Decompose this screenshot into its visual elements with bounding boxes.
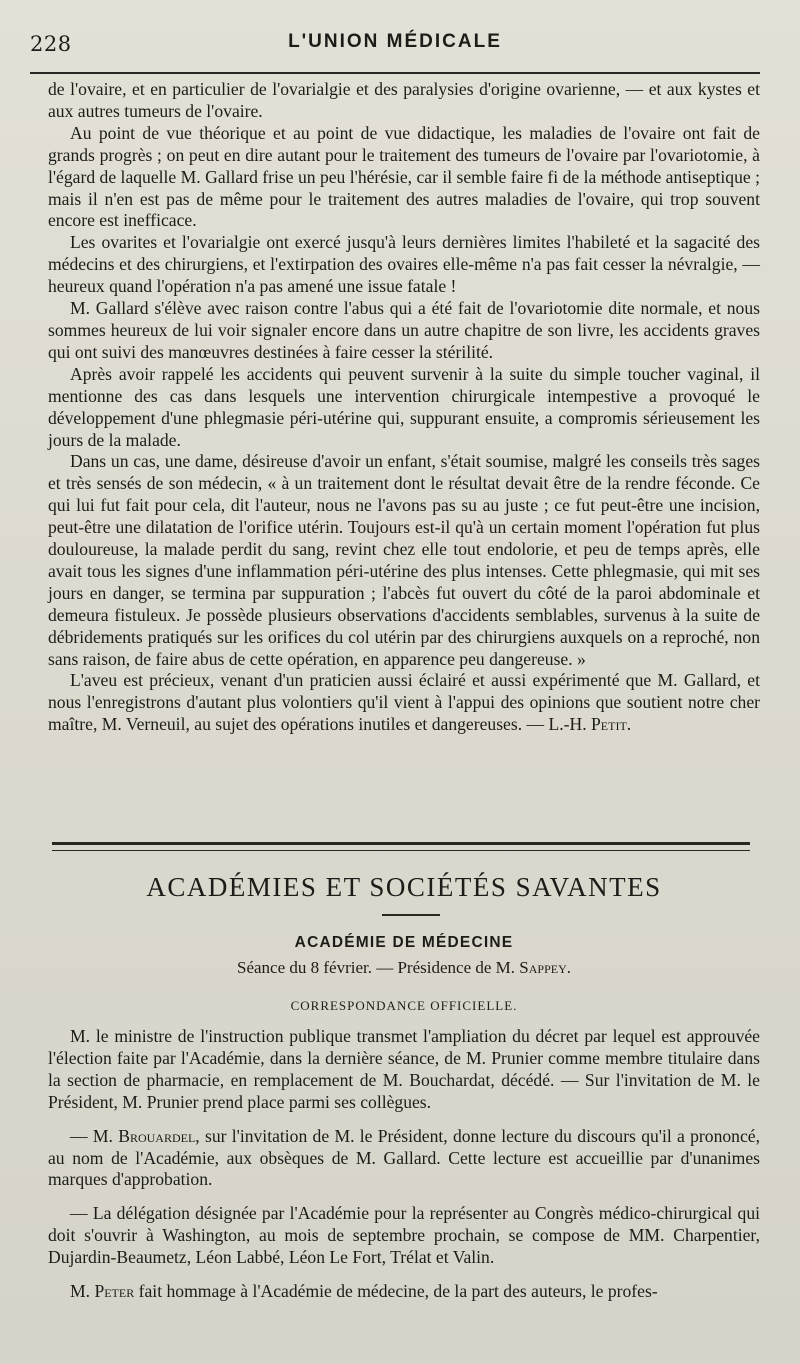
section-divider xyxy=(52,842,750,851)
article-paragraph: Dans un cas, une dame, désireuse d'avoir un enfant, s'était soumise, malgré les conseils très sages et très sensés de son médecin, « à un traitement dont le résultat devait être de la rendre féconde. Ce qui lui fut fait pour cela, dit l'auteur, nous ne l'avons pas su au juste ; ce fut peut-être une incision, peut-être une dilatation de l'orifice utérin. Toujours est-il qu'à un certain moment l'opération fut plus douloureuse, la malade perdit du sang, revint chez elle tout endolorie, et peu de temps après, elle avait tous les signes d'une inflammation péri-utérine des plus intenses. Cette phlegmasie, qui mit ses jours en danger, se termina par suppuration ; l'abcès fut ouvert du côté de la paroi abdominale et demeura fistuleux. Je possède plusieurs observations d'accidents semblables, survenus à la suite de débridements pratiqués sur les orifices du col utérin par des chirurgiens auxquels on a reproché, non sans raison, de faire abus de cette opération, en apparence peu dangereuse. » xyxy=(48,451,760,669)
minutes-text: M. le ministre de l'instruction publique transmet l'ampliation du décret par lequel est approuvée l'élection faite par l'Académie, dans la dernière séance, de M. Prunier comme membre titulaire dans la section de pharmacie, en remplacement de M. Bouchardat, décédé. — Sur l'invitation de M. le Président, M. Prunier prend place parmi ses collègues. xyxy=(48,1026,760,1112)
header-rule xyxy=(30,72,760,74)
section-title: ACADÉMIES ET SOCIÉTÉS SAVANTES xyxy=(146,872,662,902)
session-date: Séance du 8 février. — Présidence de M. xyxy=(236,958,520,977)
article-closing-paragraph xyxy=(48,670,760,736)
article-paragraph: Au point de vue théorique et au point de vue didactique, les maladies de l'ovaire ont fait de grands progrès ; on peut en dire autant pour le traitement des tumeurs de l'ovaire par l'ovariotomie, à l'égard de laquelle M. Gallard frise un peu l'hérésie, car il semble faire fi de la méthode antiseptique ; mais il n'en est pas de même pour le traitement des autres maladies de l'ovaire, qui trop souvent encore est inefficace. xyxy=(48,122,760,231)
minutes-text: fait hommage à l'Académie de médecine, de la part des auteurs, le profes- xyxy=(134,1281,658,1302)
correspondence-heading: CORRESPONDANCE OFFICIELLE. xyxy=(290,998,518,1013)
minutes-lead: M. Peter xyxy=(70,1281,135,1302)
running-head xyxy=(30,28,760,60)
minutes-text: sur l'invitation de M. le Président, donne lecture du discours qu'il a prononcé, au nom de l'Académie, aux obsèques de M. Gallard. Cette lecture est accueillie par d'unanimes marques d'approbation. xyxy=(48,1125,760,1190)
session-minutes xyxy=(48,1026,760,1315)
author-signature: Petit. xyxy=(591,714,632,735)
article-paragraph: de l'ovaire, et en particulier de l'ovarialgie et des paralysies d'origine ovarienne, — et aux kystes et aux autres tumeurs de l'ovaire. xyxy=(48,79,760,121)
journal-title: L'UNION MÉDICALE xyxy=(288,31,502,52)
article-paragraph: Après avoir rappelé les accidents qui peuvent survenir à la suite du simple toucher vaginal, il mentionne des cas dans lesquels une intervention chirurgicale intempestive a provoqué le développement d'une phlegmasie péri-utérine qui, suppurant ensuite, a compromis sérieusement les jours de la malade. xyxy=(48,363,760,450)
article-paragraph: M. Gallard s'élève avec raison contre l'abus qui a été fait de l'ovariotomie dite normale, et nous sommes heureux de lui voir signaler encore dans un autre chapitre de son livre, les accidents graves qui ont suivi des manœuvres destinées à faire cesser la stérilité. xyxy=(48,298,760,362)
minutes-paragraph xyxy=(48,1281,760,1303)
minutes-paragraph xyxy=(48,1026,760,1114)
minutes-lead: — M. Brouardel, xyxy=(70,1125,200,1146)
minutes-paragraph xyxy=(48,1126,760,1192)
session-president: Sappey. xyxy=(519,958,571,977)
article-paragraph: Les ovarites et l'ovarialgie ont exercé jusqu'à leurs dernières limites l'habileté et la sagacité des médecins et des chirurgiens, et l'extirpation des ovaires elle-même n'a pas fait cesser la névralgie, — heureux quand l'opération n'a pas amené une issue fatale ! xyxy=(48,232,760,297)
title-underline xyxy=(382,914,440,916)
session-line xyxy=(48,958,760,978)
review-article xyxy=(48,79,760,736)
academy-heading: ACADÉMIE DE MÉDECINE xyxy=(294,934,514,951)
minutes-paragraph xyxy=(48,1203,760,1269)
minutes-text: — La délégation désignée par l'Académie pour la représenter au Congrès médico-chirurgical qui doit s'ouvrir à Washington, au mois de septembre prochain, se compose de MM. Charpentier, Dujardin-Beaumetz, Léon Labbé, Léon Le Fort, Trélat et Valin. xyxy=(48,1203,760,1268)
page-number: 228 xyxy=(30,32,72,56)
article-closing-text: L'aveu est précieux, venant d'un praticien aussi éclairé et aussi expérimenté que M. Gallard, et nous l'enregistrons d'autant plus volontiers qu'il vient à l'appui des opinions que soutient notre cher maître, M. Verneuil, au sujet des opérations inutiles et dangereuses. — L.-H. xyxy=(48,670,760,735)
